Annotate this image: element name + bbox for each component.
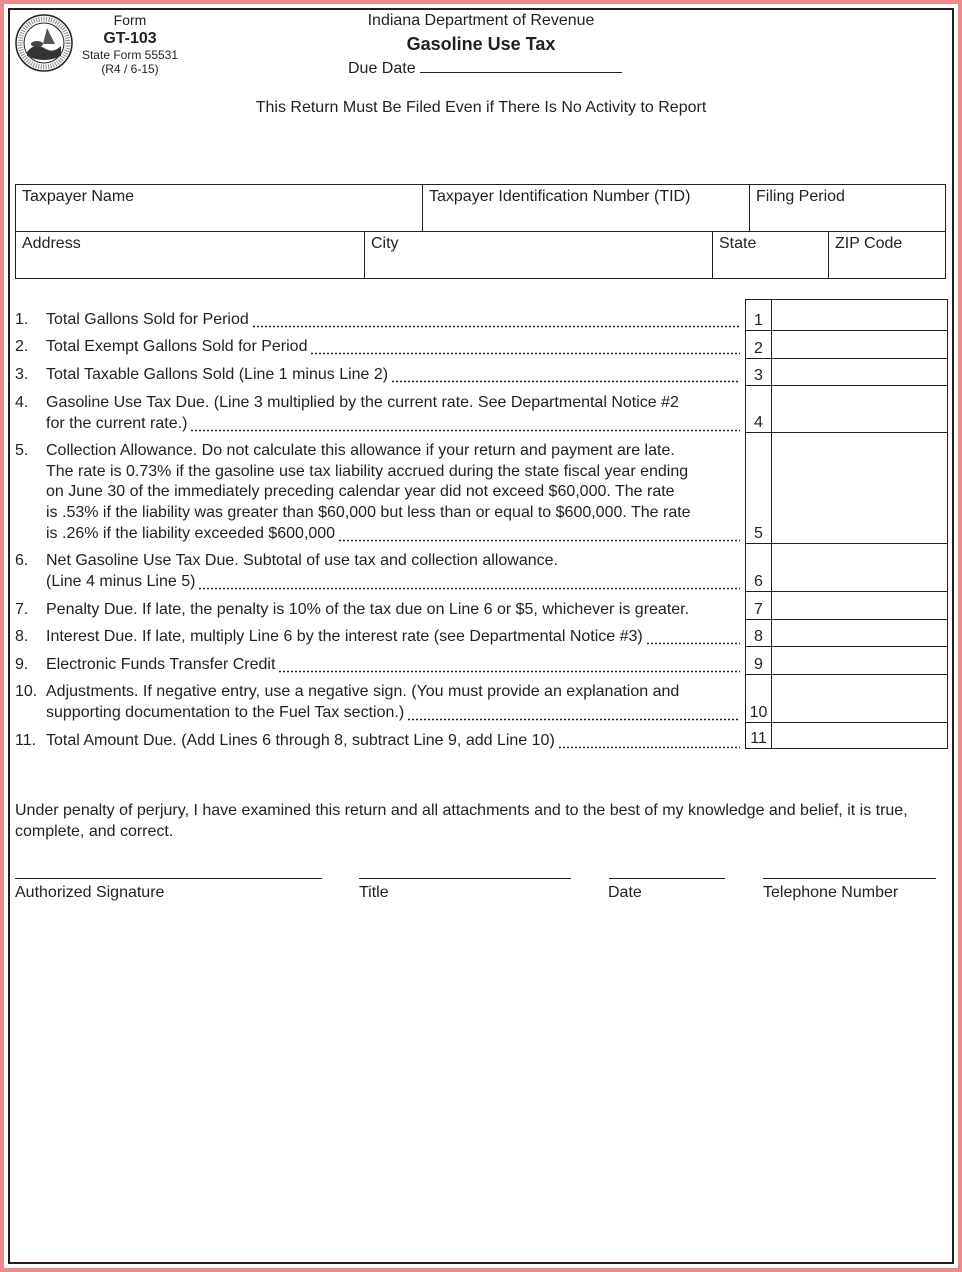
line-item <box>15 682 740 723</box>
line-text-row <box>46 627 740 648</box>
line-text-row <box>46 731 740 752</box>
dot-leader <box>338 524 740 545</box>
amount-input[interactable] <box>772 675 947 722</box>
filing-period-field[interactable] <box>750 185 946 232</box>
line-text-row <box>46 682 740 703</box>
line-description <box>46 365 740 386</box>
line-text: Adjustments. If negative entry, use a negative sign. (You must provide an explanation and <box>46 683 680 700</box>
amount-input[interactable] <box>772 592 947 619</box>
date-label: Date <box>608 884 642 901</box>
line-text-row <box>46 503 740 524</box>
line-description <box>46 627 740 648</box>
form-label: Form <box>113 12 147 28</box>
line-text-row <box>46 572 740 593</box>
line-text-row <box>46 365 740 386</box>
line-text: on June 30 of the immediately preceding calendar year did not exceed $60,000. The rate <box>46 483 675 501</box>
line-text: Interest Due. If late, multiply Line 6 by the interest rate (see Departmental Notice #3) <box>46 628 643 645</box>
title-label: Title <box>359 884 389 901</box>
amount-row <box>746 433 947 544</box>
dot-leader <box>310 337 740 358</box>
line-description <box>46 682 740 723</box>
box-number: 10 <box>746 675 772 722</box>
line-text-row <box>46 655 740 676</box>
dot-leader <box>190 414 740 435</box>
line-description <box>46 441 740 545</box>
amount-row <box>746 620 947 647</box>
box-number: 11 <box>746 723 772 748</box>
amount-row <box>746 723 947 749</box>
amount-input[interactable] <box>772 723 947 748</box>
amount-input[interactable] <box>772 300 947 330</box>
amount-row <box>746 359 947 386</box>
line-text-row <box>46 482 740 503</box>
address-label: Address <box>22 235 81 252</box>
amount-input[interactable] <box>772 620 947 646</box>
dot-leader <box>391 365 740 386</box>
line-description <box>46 731 740 752</box>
line-number: 7. <box>15 601 29 618</box>
amount-input[interactable] <box>772 433 947 543</box>
amount-input[interactable] <box>772 544 947 591</box>
line-number: 6. <box>15 552 29 569</box>
agency-name: Indiana Department of Revenue <box>367 12 595 29</box>
line-number: 8. <box>15 628 29 645</box>
tid-label: Taxpayer Identification Number (TID) <box>429 188 691 205</box>
signature-line[interactable] <box>15 878 322 879</box>
line-item <box>15 600 740 621</box>
line-item <box>15 627 740 648</box>
line-number: 2. <box>15 338 29 355</box>
telephone-line[interactable] <box>763 878 936 879</box>
amount-row <box>746 300 947 331</box>
city-label: City <box>371 235 399 252</box>
line-item <box>15 731 740 752</box>
dot-leader <box>407 703 740 724</box>
amount-boxes <box>745 299 948 749</box>
box-number: 1 <box>746 300 772 330</box>
address-field[interactable] <box>16 232 365 279</box>
amount-row <box>746 592 947 620</box>
form-id-block <box>78 12 182 76</box>
taxpayer-info-row-2 <box>15 231 946 279</box>
line-item <box>15 337 740 358</box>
title-line[interactable] <box>359 878 571 879</box>
amount-row <box>746 544 947 592</box>
taxpayer-info-row-1 <box>15 184 946 232</box>
line-text: (Line 4 minus Line 5) <box>46 572 196 590</box>
form-revision: (R4 / 6-15) <box>101 62 159 76</box>
box-number: 9 <box>746 647 772 674</box>
line-text-row <box>46 414 740 435</box>
box-number: 4 <box>746 386 772 432</box>
line-text-row <box>46 393 740 414</box>
line-text: Penalty Due. If late, the penalty is 10% of the tax due on Line 6 or $5, whichever is greater. <box>46 601 690 618</box>
dot-leader <box>558 731 740 752</box>
tid-field[interactable] <box>423 185 750 232</box>
perjury-statement: Under penalty of perjury, I have examined this return and all attachments and to the best of my knowledge and belief, it is true, complete, and correct. <box>15 802 908 840</box>
line-item <box>15 393 740 434</box>
line-description <box>46 655 740 676</box>
box-number: 2 <box>746 331 772 358</box>
amount-row <box>746 675 947 723</box>
city-field[interactable] <box>365 232 713 279</box>
filing-notice: This Return Must Be Filed Even if There Is No Activity to Report <box>255 99 707 116</box>
line-text-row <box>46 441 740 462</box>
amount-input[interactable] <box>772 386 947 432</box>
line-text: Collection Allowance. Do not calculate this allowance if your return and payment are late. <box>46 442 675 459</box>
telephone-label: Telephone Number <box>763 884 899 901</box>
zip-field[interactable] <box>829 232 946 279</box>
line-text-row <box>46 337 740 358</box>
box-number: 8 <box>746 620 772 646</box>
line-text: Total Amount Due. (Add Lines 6 through 8, subtract Line 9, add Line 10) <box>46 732 555 749</box>
amount-input[interactable] <box>772 647 947 674</box>
box-number: 7 <box>746 592 772 619</box>
filing-period-label: Filing Period <box>756 188 845 205</box>
line-text: is .53% if the liability was greater than $60,000 but less than or equal to $600,000. The rate <box>46 504 691 522</box>
dot-leader <box>646 627 740 648</box>
due-date-input[interactable] <box>420 58 622 73</box>
line-text: is .26% if the liability exceeded $600,000 <box>46 524 336 542</box>
line-number: 11. <box>15 732 37 749</box>
line-text: Total Exempt Gallons Sold for Period <box>46 338 308 355</box>
line-text-row <box>46 703 740 724</box>
line-item <box>15 310 740 331</box>
line-description <box>46 337 740 358</box>
form-number: GT-103 <box>103 30 157 47</box>
amount-input[interactable] <box>772 331 947 358</box>
taxpayer-name-field[interactable] <box>16 185 423 232</box>
form-heading <box>300 12 662 55</box>
form-title: Gasoline Use Tax <box>406 34 556 54</box>
dot-leader <box>198 572 740 593</box>
line-text: Total Gallons Sold for Period <box>46 311 249 328</box>
line-item <box>15 551 740 592</box>
taxpayer-name-label: Taxpayer Name <box>22 188 135 205</box>
line-text-row <box>46 524 740 545</box>
box-number: 6 <box>746 544 772 591</box>
line-text-row <box>46 551 740 572</box>
signature-label: Authorized Signature <box>15 884 165 901</box>
line-description <box>46 551 740 592</box>
dot-leader <box>252 310 740 331</box>
date-line[interactable] <box>609 878 725 879</box>
line-item <box>15 655 740 676</box>
line-number: 1. <box>15 311 29 328</box>
line-number: 3. <box>15 366 29 383</box>
line-text: for the current rate.) <box>46 414 188 432</box>
state-seal-logo <box>15 14 73 72</box>
line-description <box>46 310 740 331</box>
line-text: Net Gasoline Use Tax Due. Subtotal of use tax and collection allowance. <box>46 552 558 569</box>
line-text: Electronic Funds Transfer Credit <box>46 656 276 673</box>
line-description <box>46 393 740 434</box>
amount-input[interactable] <box>772 359 947 385</box>
line-text-row <box>46 600 740 621</box>
amount-row <box>746 331 947 359</box>
line-text: Gasoline Use Tax Due. (Line 3 multiplied by the current rate. See Departmental Notice #2 <box>46 394 679 411</box>
box-number: 3 <box>746 359 772 385</box>
line-number: 9. <box>15 656 29 673</box>
state-label: State <box>719 235 757 252</box>
line-text-row <box>46 310 740 331</box>
line-item <box>15 365 740 386</box>
zip-label: ZIP Code <box>835 235 903 252</box>
line-number: 4. <box>15 394 29 411</box>
due-date-field[interactable] <box>348 58 622 78</box>
state-field[interactable] <box>713 232 829 279</box>
line-number: 5. <box>15 442 29 459</box>
amount-row <box>746 647 947 675</box>
amount-row <box>746 386 947 433</box>
line-text: The rate is 0.73% if the gasoline use tax liability accrued during the state fiscal year ending <box>46 462 689 480</box>
line-text-row <box>46 462 740 483</box>
due-date-label: Due Date <box>348 60 416 77</box>
line-description <box>46 600 740 621</box>
dot-leader <box>278 655 740 676</box>
state-form-number: State Form 55531 <box>81 48 179 62</box>
box-number: 5 <box>746 433 772 543</box>
line-text: Total Taxable Gallons Sold (Line 1 minus Line 2) <box>46 366 389 383</box>
line-number: 10. <box>15 683 38 700</box>
line-item <box>15 441 740 545</box>
line-text: supporting documentation to the Fuel Tax section.) <box>46 703 405 721</box>
